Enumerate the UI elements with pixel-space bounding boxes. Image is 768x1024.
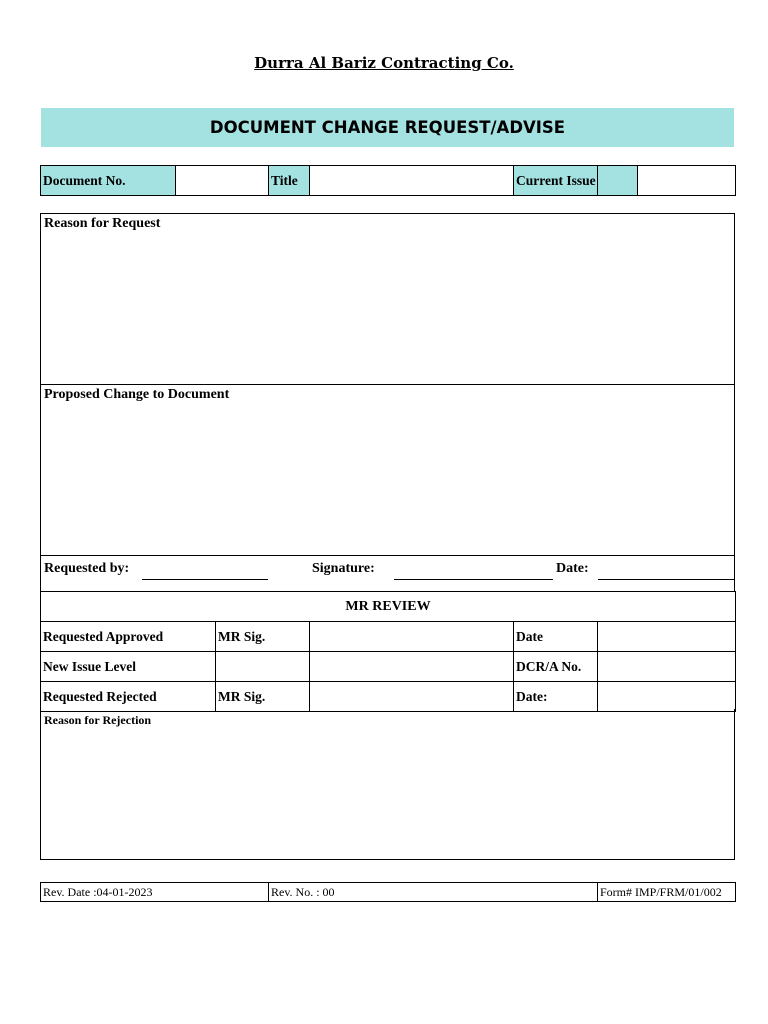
dcr-no-label: DCR/A No.	[514, 652, 598, 682]
requested-rejected-label: Requested Rejected	[41, 682, 216, 712]
current-issue-spacer	[598, 166, 638, 196]
approval-date-field[interactable]	[598, 622, 736, 652]
signature-row	[40, 555, 735, 591]
form-title-banner: DOCUMENT CHANGE REQUEST/ADVISE	[41, 108, 734, 147]
current-issue-field[interactable]	[638, 166, 736, 196]
title-field[interactable]	[310, 166, 514, 196]
mr-review-heading: MR REVIEW	[41, 592, 736, 622]
review-row-rejected	[41, 682, 736, 712]
rejection-date-label: Date:	[514, 682, 598, 712]
reason-for-rejection-label: Reason for Rejection	[44, 713, 152, 727]
review-row-issue-level	[41, 652, 736, 682]
mr-sig-rejected-label: MR Sig.	[216, 682, 310, 712]
current-issue-label: Current Issue	[514, 166, 598, 196]
form-number: Form# IMP/FRM/01/002	[598, 883, 736, 902]
mr-sig-rejected-field[interactable]	[310, 682, 514, 712]
mr-sig-label: MR Sig.	[216, 622, 310, 652]
rev-no: Rev. No. : 00	[269, 883, 598, 902]
reason-for-request-box[interactable]	[40, 213, 735, 385]
document-info-row	[40, 165, 736, 196]
requested-by-line[interactable]	[142, 579, 268, 580]
proposed-change-box[interactable]	[40, 384, 735, 556]
new-issue-level-extra-field[interactable]	[310, 652, 514, 682]
reason-for-request-label: Reason for Request	[44, 216, 161, 231]
reason-for-rejection-box[interactable]	[40, 709, 735, 860]
requested-approved-label: Requested Approved	[41, 622, 216, 652]
date-line[interactable]	[598, 579, 734, 580]
proposed-change-label: Proposed Change to Document	[44, 387, 230, 402]
rev-date: Rev. Date :04-01-2023	[41, 883, 269, 902]
rejection-date-field[interactable]	[598, 682, 736, 712]
date-label: Date:	[556, 561, 589, 576]
signature-label: Signature:	[312, 561, 375, 576]
document-no-label: Document No.	[41, 166, 176, 196]
company-name: Durra Al Bariz Contracting Co.	[254, 54, 514, 72]
requested-by-label: Requested by:	[44, 561, 130, 576]
review-row-approved	[41, 622, 736, 652]
footer-table	[40, 882, 736, 902]
approval-date-label: Date	[514, 622, 598, 652]
new-issue-level-field[interactable]	[216, 652, 310, 682]
new-issue-level-label: New Issue Level	[41, 652, 216, 682]
mr-review-table	[40, 591, 736, 712]
mr-sig-field[interactable]	[310, 622, 514, 652]
title-label: Title	[269, 166, 310, 196]
dcr-no-field[interactable]	[598, 652, 736, 682]
signature-line[interactable]	[394, 579, 553, 580]
document-no-field[interactable]	[176, 166, 269, 196]
